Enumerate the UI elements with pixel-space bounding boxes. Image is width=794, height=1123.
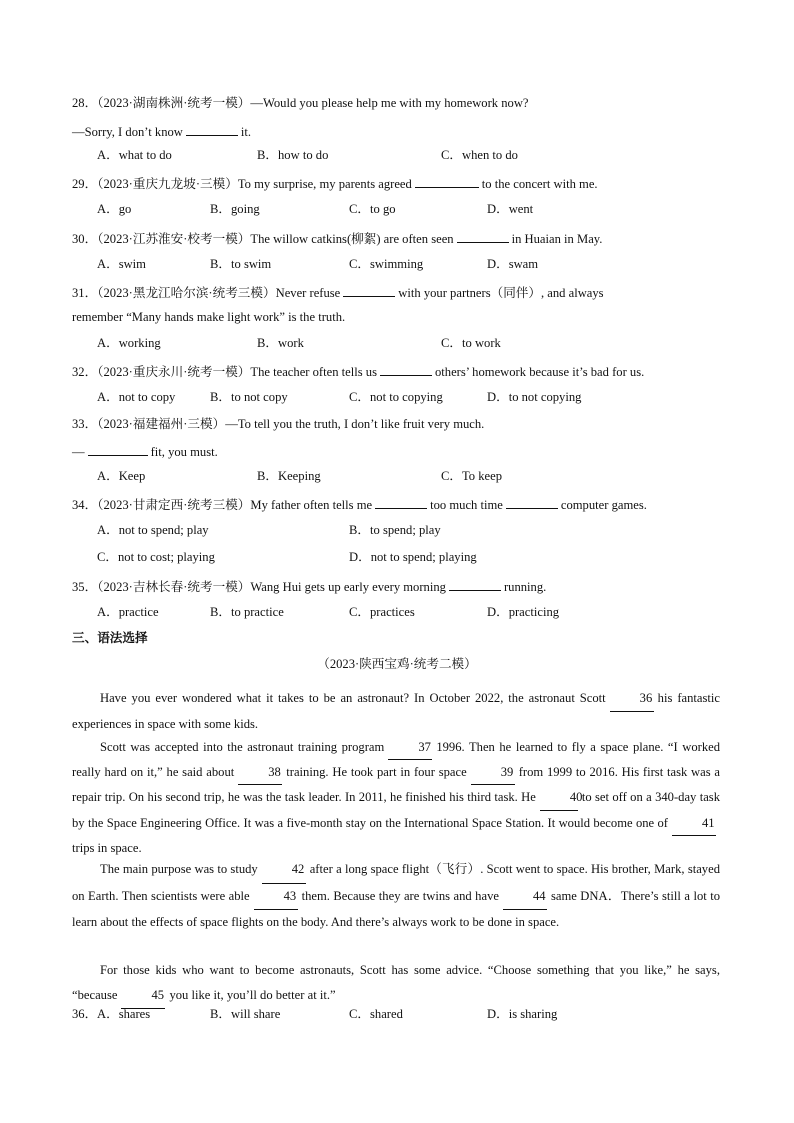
option-d[interactable]: D．swam <box>487 257 539 271</box>
passage-text: For those kids who want to become astronauts, Scott has some advice. “Choose something that you like,” he says, “because <box>72 963 720 1002</box>
question-text: too much time <box>430 498 503 512</box>
question-text: fit, you must. <box>150 445 218 459</box>
question-number: 28． <box>72 96 98 110</box>
passage-paragraph-3 <box>72 857 720 936</box>
question-source: （2023·吉林长春·统考一模） <box>97 580 251 594</box>
passage-paragraph-2 <box>72 735 720 860</box>
option-c[interactable]: C．when to do <box>441 148 518 162</box>
question-number: 31． <box>72 286 98 300</box>
answer-blank[interactable] <box>415 176 479 188</box>
question-source: （2023·福建福州·三模） <box>97 417 226 431</box>
option-c[interactable]: C．not to cost; playing <box>97 550 215 564</box>
question-28-line2 <box>72 124 251 139</box>
option-b[interactable]: B．to practice <box>210 605 284 619</box>
option-b[interactable]: B．going <box>210 202 260 216</box>
question-text: others’ homework because it’s bad for us. <box>435 365 645 379</box>
option-c[interactable]: C．shared <box>349 1007 403 1021</box>
passage-text: training. He took part in four space <box>286 765 467 780</box>
question-number: 34． <box>72 498 98 512</box>
section-title: 三、语法选择 <box>72 630 148 645</box>
question-source: （2023·江苏淮安·校考一模） <box>97 232 251 246</box>
question-text: —To tell you the truth, I don’t like fruit very much. <box>225 417 485 431</box>
option-a[interactable]: A．shares <box>97 1007 151 1021</box>
answer-blank[interactable] <box>88 444 148 456</box>
question-text: in Huaian in May. <box>511 232 603 246</box>
numbered-blank[interactable]: 38 <box>238 760 282 785</box>
question-text: Never refuse <box>275 286 341 300</box>
numbered-blank[interactable]: 41 <box>672 811 716 836</box>
option-d[interactable]: D．is sharing <box>487 1007 558 1021</box>
question-35 <box>72 579 546 594</box>
question-text: remember “Many hands make light work” is the truth. <box>72 310 346 324</box>
option-a[interactable]: A．what to do <box>97 148 172 162</box>
option-b[interactable]: B．how to do <box>257 148 329 162</box>
question-text: —Would you please help me with my homework now? <box>250 96 529 110</box>
passage-paragraph-1 <box>72 686 720 736</box>
option-c[interactable]: C．To keep <box>441 469 503 483</box>
option-b[interactable]: B．to swim <box>210 257 272 271</box>
question-33-line2 <box>72 444 218 459</box>
answer-blank[interactable] <box>457 231 509 243</box>
numbered-blank[interactable]: 40 <box>540 785 578 810</box>
passage-text: 1996. Then he learned to fly a space plane. “I worked really hard on it,” he said about <box>72 740 721 780</box>
passage-text: same DNA．There’s still a lot to learn about the effects of space flights on the body. And there’s always work to be done in space. <box>72 888 720 929</box>
option-a[interactable]: A．not to spend; play <box>97 523 209 537</box>
question-text: To my surprise, my parents agreed <box>237 177 412 191</box>
question-32 <box>72 364 644 379</box>
passage-text: them. Because they are twins and have <box>301 888 499 903</box>
question-number: 33． <box>72 417 98 431</box>
question-source: （2023·黑龙江哈尔滨·统考三模） <box>97 286 276 300</box>
question-number: 32． <box>72 365 98 379</box>
answer-blank[interactable] <box>380 364 432 376</box>
option-d[interactable]: D．not to spend; playing <box>349 550 477 564</box>
option-a[interactable]: A．working <box>97 336 161 350</box>
option-d[interactable]: D．went <box>487 202 534 216</box>
question-number: 29． <box>72 177 98 191</box>
passage-text: trips in space. <box>72 840 142 855</box>
question-text: The willow catkins(柳絮) are often seen <box>250 232 454 246</box>
passage-text: The main purpose was to study <box>100 862 258 876</box>
question-text: Wang Hui gets up early every morning <box>250 580 446 594</box>
question-text: running. <box>503 580 547 594</box>
question-29 <box>72 176 598 191</box>
passage-text: after a long space flight（飞行）. Scott went to space. His brother, Mark, stayed on Earth. Then scientists were able <box>72 862 720 903</box>
question-source: （2023·重庆九龙坡·三模） <box>97 177 238 191</box>
option-b[interactable]: B．to spend; play <box>349 523 441 537</box>
answer-blank[interactable] <box>375 497 427 509</box>
option-b[interactable]: B．to not copy <box>210 390 288 404</box>
question-text: — <box>72 445 85 459</box>
numbered-blank[interactable]: 36 <box>610 686 654 712</box>
answer-blank[interactable] <box>506 497 558 509</box>
option-c[interactable]: C．practices <box>349 605 415 619</box>
question-number: 35． <box>72 580 98 594</box>
question-text: computer games. <box>560 498 647 512</box>
passage-text: from 1999 to 2016. His first task was a repair trip. On his second trip, he was the task leader. In 2011, he finished his third task. He <box>72 765 721 805</box>
option-a[interactable]: A．go <box>97 202 132 216</box>
option-c[interactable]: C．to go <box>349 202 396 216</box>
option-a[interactable]: A．practice <box>97 605 159 619</box>
question-text: My father often tells me <box>250 498 373 512</box>
option-a[interactable]: A．swim <box>97 257 146 271</box>
option-c[interactable]: C．swimming <box>349 257 424 271</box>
question-28 <box>72 97 529 110</box>
option-b[interactable]: B．work <box>257 336 304 350</box>
passage-text: you like it, you’ll do better at it.” <box>169 988 336 1002</box>
passage-text: Have you ever wondered what it takes to be an astronaut? In October 2022, the astronaut Scott <box>100 691 606 705</box>
question-36-number: 36． <box>72 1007 98 1021</box>
option-b[interactable]: B．will share <box>210 1007 281 1021</box>
passage-text: to set off on a 340-day task by the Space Engineering Office. It was a five-month stay on the International Space Station. It would become one of <box>72 790 720 830</box>
option-a[interactable]: A．Keep <box>97 469 146 483</box>
numbered-blank[interactable]: 37 <box>388 735 432 760</box>
question-text: —Sorry, I don’t know <box>72 125 183 139</box>
passage-paragraph-4 <box>72 958 720 1009</box>
question-text: it. <box>240 125 252 139</box>
question-text: to the concert with me. <box>481 177 598 191</box>
numbered-blank[interactable]: 43 <box>254 884 298 911</box>
option-c[interactable]: C．to work <box>441 336 501 350</box>
option-c[interactable]: C．not to copying <box>349 390 443 404</box>
numbered-blank[interactable]: 45 <box>121 983 165 1009</box>
numbered-blank[interactable]: 42 <box>262 857 306 884</box>
option-d[interactable]: D．practicing <box>487 605 560 619</box>
option-b[interactable]: B．Keeping <box>257 469 321 483</box>
passage-text: Scott was accepted into the astronaut training program <box>100 740 385 754</box>
answer-blank[interactable] <box>186 124 238 136</box>
question-number: 30． <box>72 232 98 246</box>
question-source: （2023·甘肃定西·统考三模） <box>97 498 251 512</box>
numbered-blank[interactable]: 44 <box>503 884 547 911</box>
numbered-blank[interactable]: 39 <box>471 760 515 785</box>
question-34 <box>72 497 647 512</box>
option-d[interactable]: D．to not copying <box>487 390 582 404</box>
question-source: （2023·湖南株洲·统考一模） <box>97 96 251 110</box>
answer-blank[interactable] <box>449 579 501 591</box>
question-text: The teacher often tells us <box>250 365 377 379</box>
question-30 <box>72 231 602 246</box>
question-31 <box>72 285 604 300</box>
passage-source: （2023·陕西宝鸡·统考二模） <box>317 657 477 671</box>
option-a[interactable]: A．not to copy <box>97 390 176 404</box>
question-text: with your partners（同伴）, and always <box>398 286 604 300</box>
passage-text: his fantastic experiences in space with some kids. <box>72 691 720 731</box>
answer-blank[interactable] <box>343 285 395 297</box>
question-33 <box>72 418 484 431</box>
question-source: （2023·重庆永川·统考一模） <box>97 365 251 379</box>
